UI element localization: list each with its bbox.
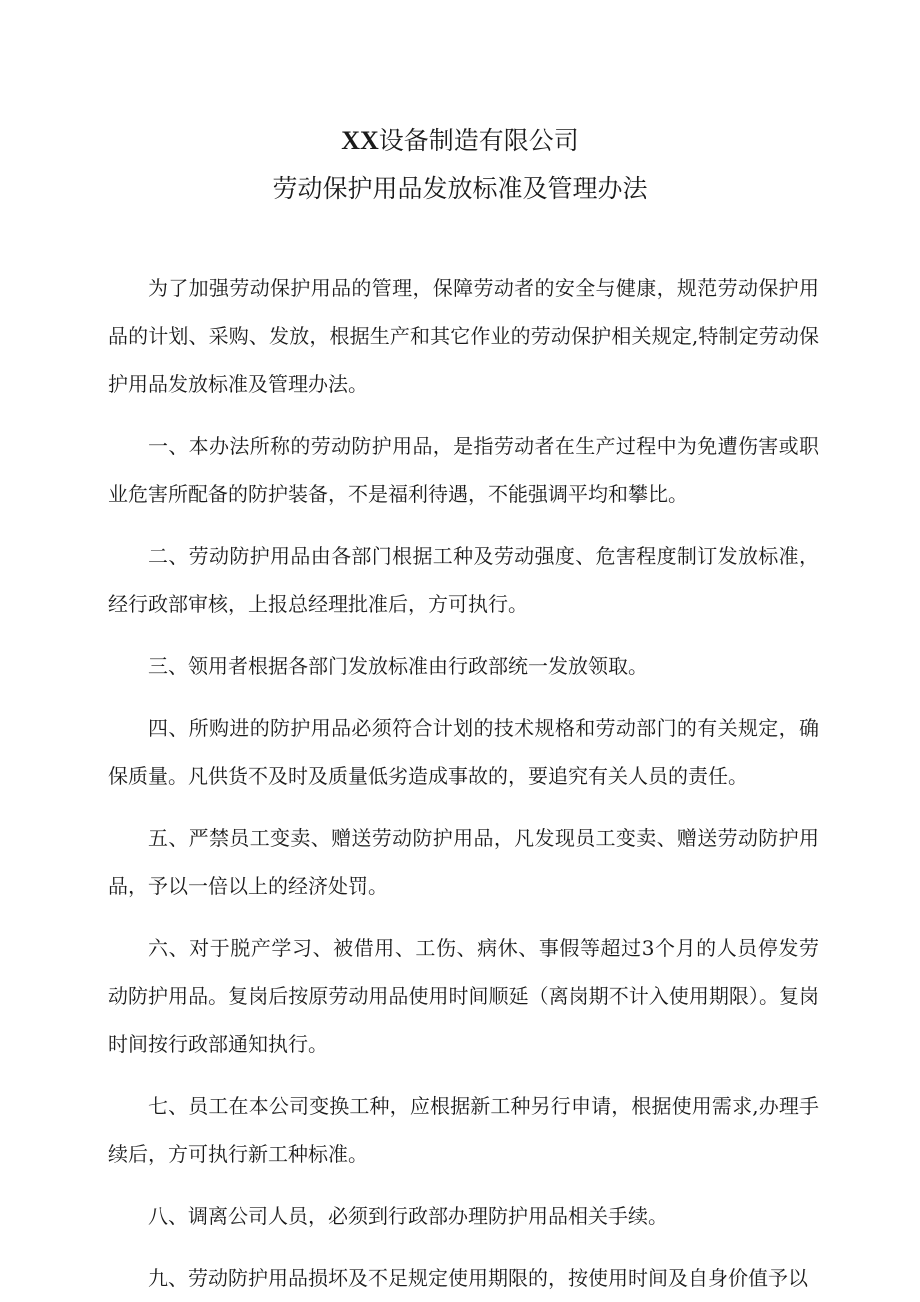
company-title — [0, 126, 920, 156]
paragraph-article-5: 五、严禁员工变卖、赠送劳动防护用品，凡发现员工变卖、赠送劳动防护用品，予以一倍以上的经济处罚。 — [108, 826, 819, 898]
paragraph-article-7: 七、员工在本公司变换工种，应根据新工种另行申请，根据使用需求,办理手续后，方可执行新工种标准。 — [108, 1094, 819, 1166]
company-title-name: 设备制造有限公司 — [378, 126, 579, 155]
paragraph-article-6: 六、对于脱产学习、被借用、工伤、病休、事假等超过3个月的人员停发劳动防护用品。复岗后按原劳动用品使用时间顺延（离岗期不计入使用期限）。复岗时间按行政部通知执行。 — [108, 936, 819, 1056]
document-body — [108, 264, 819, 1302]
paragraph-article-8: 八、调离公司人员，必须到行政部办理防护用品相关手续。 — [148, 1204, 668, 1228]
paragraph-article-1: 一、本办法所称的劳动防护用品，是指劳动者在生产过程中为免遭伤害或职业危害所配备的防护装备，不是福利待遇，不能强调平均和攀比。 — [108, 434, 819, 506]
paragraph-article-9: 九、劳动防护用品损坏及不足规定使用期限的，按使用时间及自身价值予以 — [148, 1266, 808, 1290]
paragraph-article-3: 三、领用者根据各部门发放标准由行政部统一发放领取。 — [148, 654, 648, 678]
document-title: 劳动保护用品发放标准及管理办法 — [272, 174, 648, 203]
company-title-prefix: XX — [341, 126, 379, 155]
paragraph-article-4: 四、所购进的防护用品必须符合计划的技术规格和劳动部门的有关规定，确保质量。凡供货不及时及质量低劣造成事故的，要追究有关人员的责任。 — [108, 716, 819, 788]
paragraph-article-2: 二、劳动防护用品由各部门根据工种及劳动强度、危害程度制订发放标准，经行政部审核，上报总经理批准后，方可执行。 — [108, 544, 819, 616]
paragraph-intro: 为了加强劳动保护用品的管理，保障劳动者的安全与健康，规范劳动保护用品的计划、采购、发放，根据生产和其它作业的劳动保护相关规定,特制定劳动保护用品发放标准及管理办法。 — [108, 276, 819, 396]
